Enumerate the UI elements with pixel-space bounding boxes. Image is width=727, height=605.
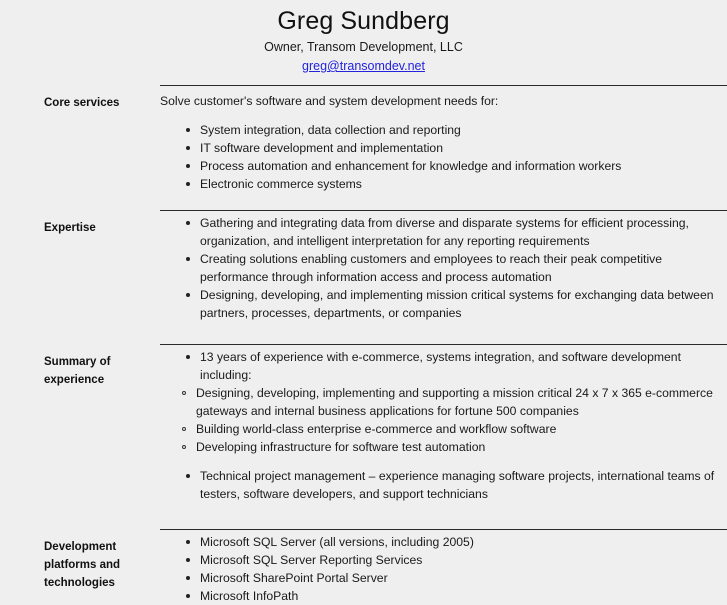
summary-list <box>160 348 727 384</box>
core-services-list <box>160 121 727 193</box>
list-item: Gathering and integrating data from diverse and disparate systems for efficient processing, organization, and intelligent interpretation for any reporting requirements <box>160 214 727 250</box>
summary-list-secondary <box>160 467 727 503</box>
document-header <box>0 0 727 75</box>
section-label-line: technologies <box>44 577 115 589</box>
section-label-line: Development <box>44 541 117 553</box>
list-item: 13 years of experience with e-commerce, systems integration, and software development including: <box>160 348 727 384</box>
section-label-line: Summary of <box>44 356 111 368</box>
development-platforms-list <box>160 533 727 605</box>
section-label-core-services: Core services <box>44 97 120 109</box>
list-item: Creating solutions enabling customers and employees to reach their peak competitive performance through information access and process automation <box>160 250 727 286</box>
list-item: Building world-class enterprise e-commerce and workflow software <box>160 420 727 438</box>
list-item: Microsoft SharePoint Portal Server <box>160 569 727 587</box>
section-body-summary-of-experience <box>160 344 727 503</box>
list-item: Microsoft InfoPath <box>160 587 727 605</box>
list-item: Developing infrastructure for software test automation <box>160 438 727 456</box>
page-title: Greg Sundberg <box>277 7 450 35</box>
email-link[interactable]: greg@transomdev.net <box>302 59 425 73</box>
section-body-core-services <box>160 85 727 193</box>
section-body-expertise <box>160 210 727 322</box>
list-item: Process automation and enhancement for knowledge and information workers <box>160 157 727 175</box>
summary-sublist <box>160 384 727 456</box>
section-expertise <box>0 210 727 322</box>
list-item: Designing, developing, implementing and supporting a mission critical 24 x 7 x 365 e-commerce gateways and internal business applications for fortune 500 companies <box>160 384 727 420</box>
list-item: System integration, data collection and reporting <box>160 121 727 139</box>
section-body-development-platforms <box>160 529 727 605</box>
section-summary-of-experience <box>0 344 727 503</box>
list-item: Microsoft SQL Server Reporting Services <box>160 551 727 569</box>
section-label-summary-of-experience <box>44 344 160 389</box>
list-item: Microsoft SQL Server (all versions, including 2005) <box>160 533 727 551</box>
section-label-line: platforms and <box>44 559 121 571</box>
list-item: Designing, developing, and implementing mission critical systems for exchanging data between partners, processes, departments, or companies <box>160 286 727 322</box>
list-item: Technical project management – experience managing software projects, international teams of testers, software developers, and support technicians <box>160 467 727 503</box>
section-label-development-platforms <box>44 529 160 592</box>
section-core-services <box>0 85 727 193</box>
section-label-line: experience <box>44 374 105 386</box>
section-development-platforms <box>0 529 727 605</box>
subtitle-role: Owner, Transom Development, LLC <box>264 40 463 54</box>
core-services-intro: Solve customer's software and system development needs for: <box>160 94 499 108</box>
list-item: Electronic commerce systems <box>160 175 727 193</box>
expertise-list <box>160 214 727 322</box>
section-label-expertise: Expertise <box>44 222 96 234</box>
list-item: IT software development and implementation <box>160 139 727 157</box>
